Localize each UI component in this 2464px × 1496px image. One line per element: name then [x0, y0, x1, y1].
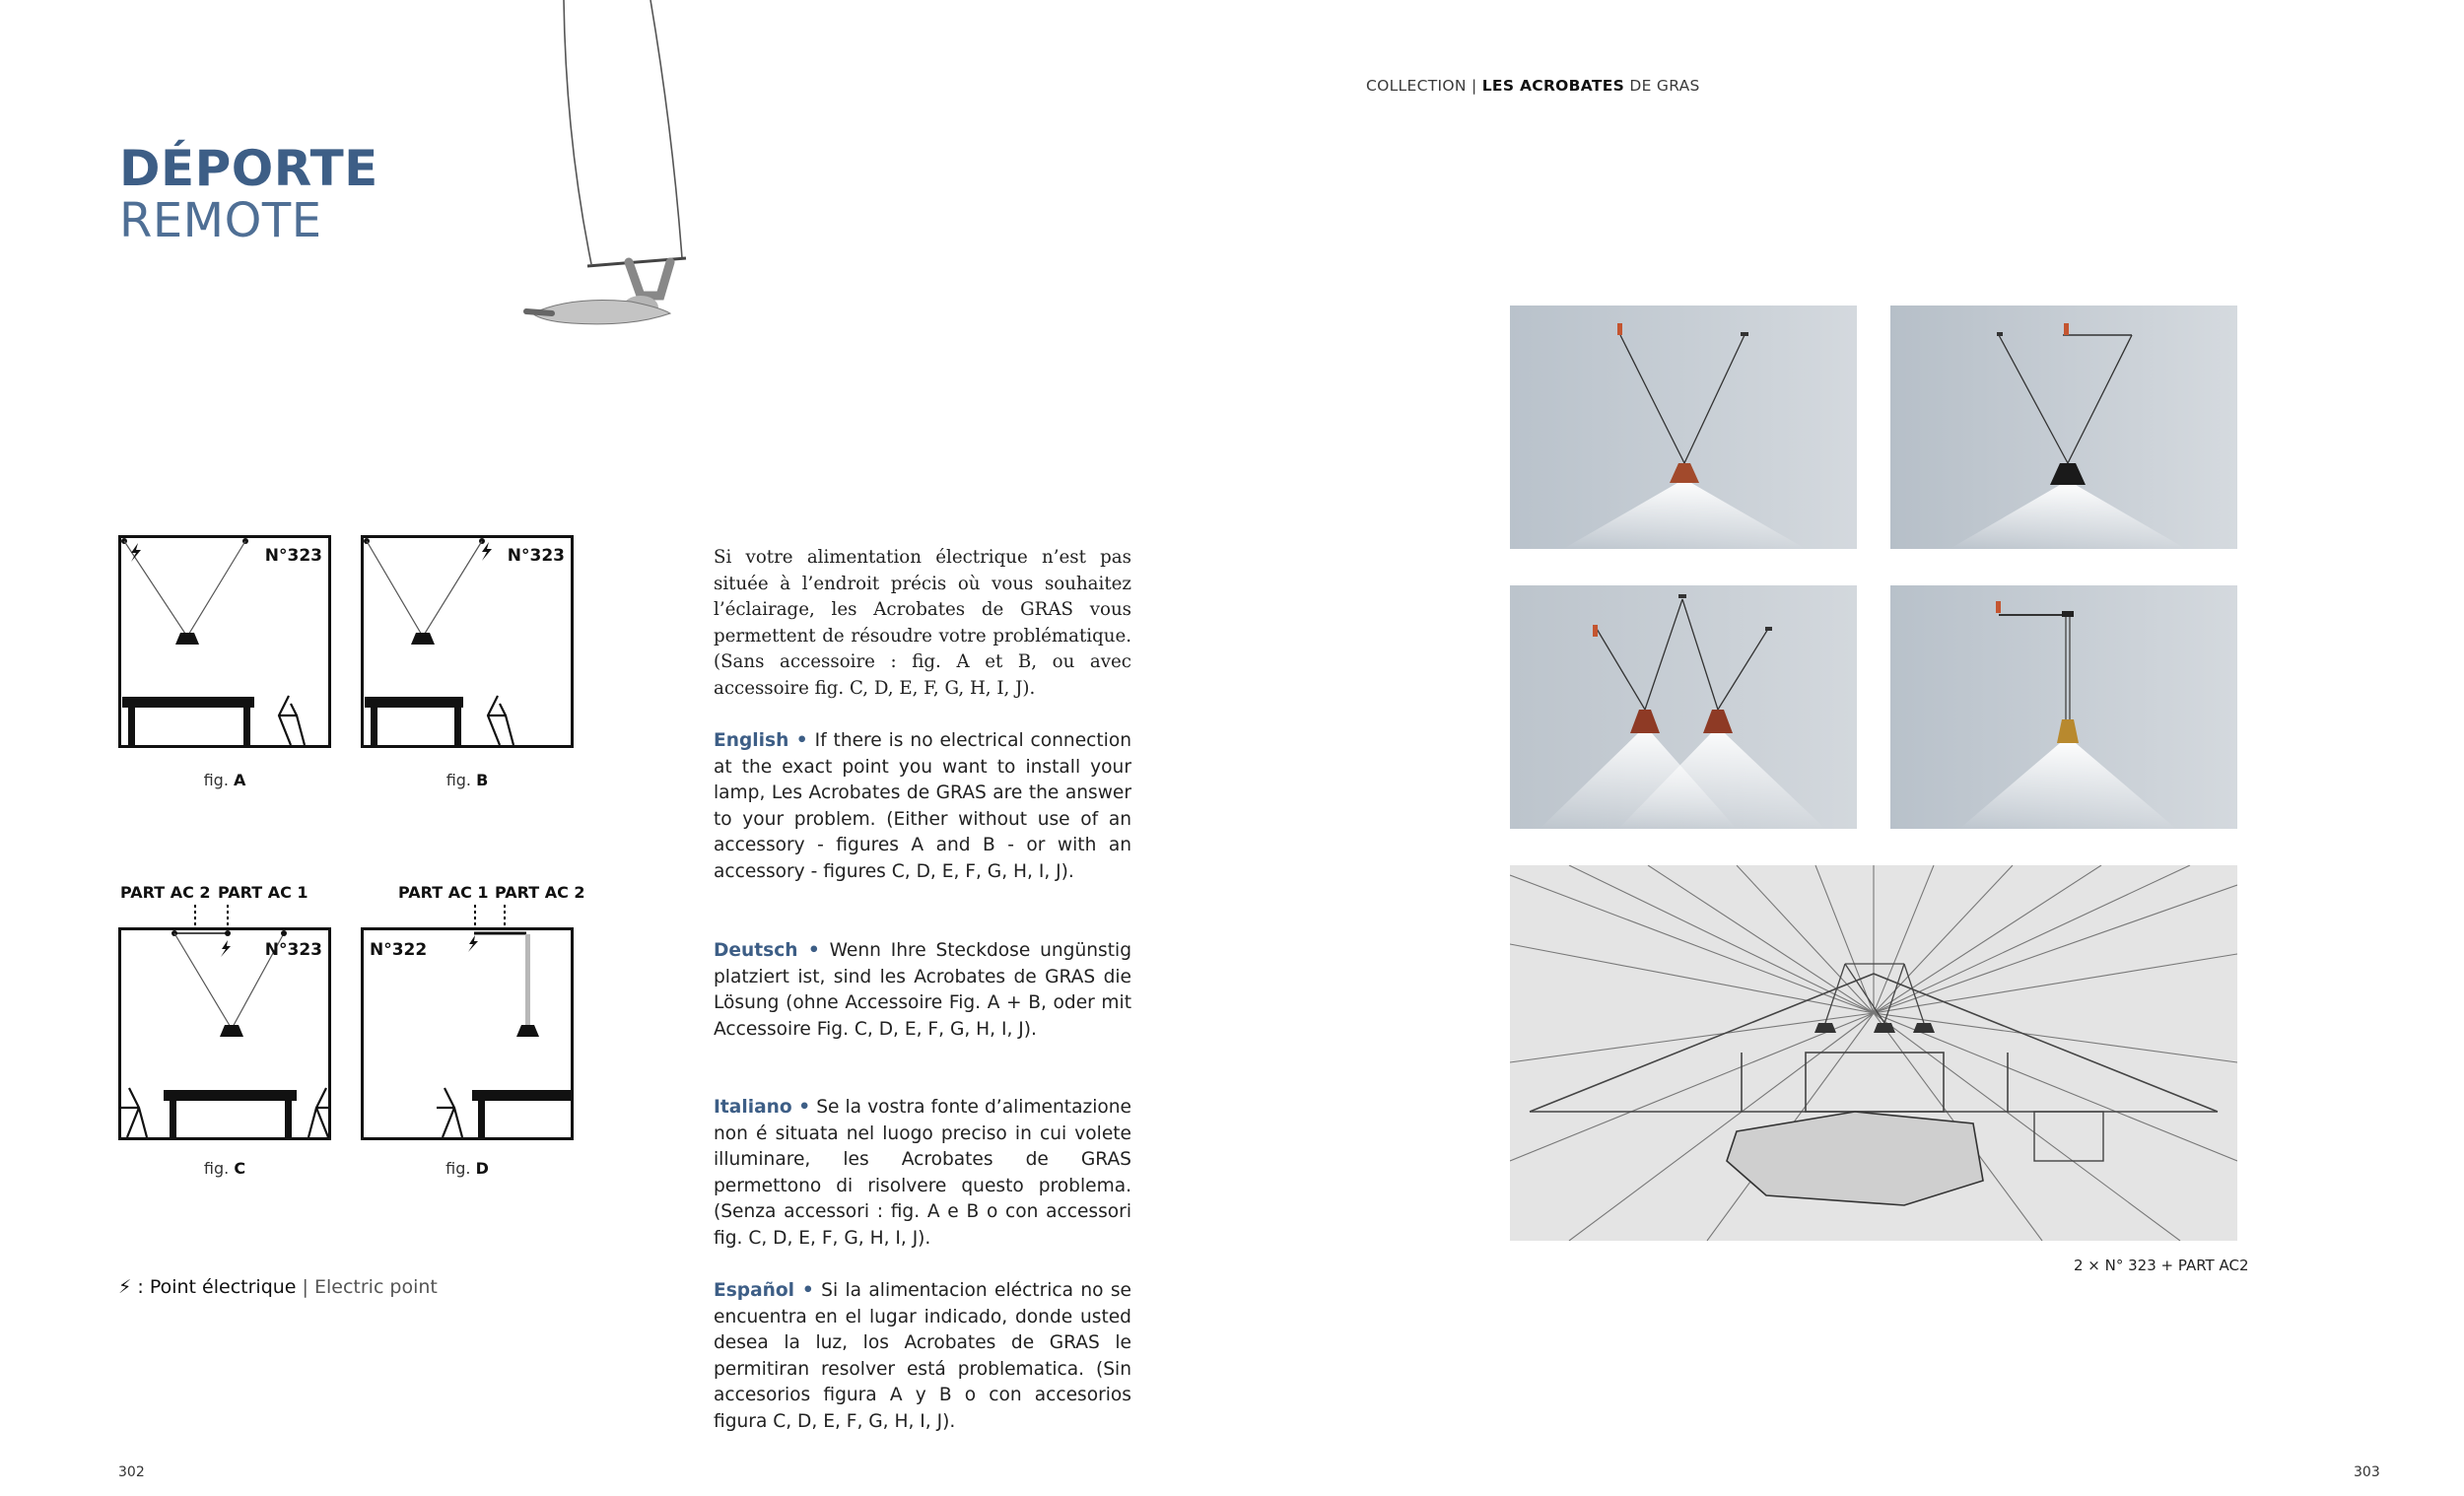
- page-title-fr: DÉPORTE: [119, 140, 378, 197]
- paragraph-german-text: Wenn Ihre Steckdose ungünstig platziert ist, sind les Acrobates de GRAS die Lösung (ohne Accessoire Fig. A + B, oder mit Accessoire Fig. C, D, E, F, G, H, I, J).: [714, 940, 1131, 1040]
- figure-b-model-number: N°323: [507, 546, 565, 566]
- figure-d-caption: [361, 1159, 574, 1178]
- figure-b-caption-prefix: fig.: [445, 771, 472, 789]
- collection-prefix: COLLECTION: [1366, 77, 1467, 95]
- lightning-bolt-icon: ⚡: [118, 1276, 132, 1298]
- figure-c-caption-prefix: fig.: [203, 1159, 230, 1178]
- paragraph-spanish-text: Si la alimentacion eléctrica no se encuentra en el lugar indicado, donde usted desea la luz, los Acrobates de GRAS le permitiran resolver está problematica. (Sin accesorios figura A y B o con accesorios figura C, D, E, F, G, H, I, J).: [714, 1280, 1131, 1432]
- paragraph-spanish: [714, 1278, 1131, 1435]
- lang-label-spanish: Español •: [714, 1280, 814, 1301]
- paragraph-italian: [714, 1095, 1131, 1252]
- lang-label-english: English •: [714, 730, 808, 751]
- lang-label-german: Deutsch •: [714, 940, 820, 961]
- page-number-left: 302: [118, 1464, 145, 1480]
- figure-d-diagram: [361, 927, 574, 1140]
- page-title-en: REMOTE: [119, 193, 322, 248]
- paragraph-english-text: If there is no electrical connection at the exact point you want to install your lamp, Les Acrobates de GRAS are the answer to your problem. (Either without use of an accessory - figures A and B - or with an accessory - figures C, D, E, F, G, H, I, J).: [714, 730, 1131, 882]
- collection-separator: |: [1471, 77, 1477, 95]
- figure-d-part-label-2: PART AC 2: [495, 883, 585, 902]
- figure-c-model-number: N°323: [264, 940, 322, 960]
- figure-d-caption-prefix: fig.: [445, 1159, 471, 1178]
- figure-d-letter: D: [475, 1159, 489, 1178]
- figure-b-caption: [361, 771, 574, 789]
- acrobat-swing-illustration: [513, 0, 710, 340]
- collection-header: [1366, 77, 1700, 95]
- legend-separator: |: [302, 1276, 308, 1298]
- figure-c-diagram: [118, 927, 331, 1140]
- collection-suffix: DE GRAS: [1629, 77, 1700, 95]
- figure-b-letter: B: [476, 771, 489, 789]
- photo-two-copper-lamps: [1510, 585, 1857, 829]
- figure-c-caption: [118, 1159, 331, 1178]
- figure-d-part-label-1: PART AC 1: [398, 883, 489, 902]
- legend-label-en: Electric point: [313, 1276, 438, 1298]
- legend-label-fr: : Point électrique: [137, 1276, 297, 1298]
- paragraph-german: [714, 938, 1131, 1043]
- photo-brass-lamp-remote: [1890, 585, 2237, 829]
- photo-copper-lamp-two-cables: [1510, 306, 1857, 549]
- paragraph-french: Si votre alimentation électrique n’est pas située à l’endroit précis où vous souhaitez l’éclairage, les Acrobates de GRAS vous permettent de résoudre votre problématique. (Sans accessoire : fig. A et B, ou avec accessoire fig. C, D, E, F, G, H, I, J).: [714, 547, 1131, 699]
- figure-c-letter: C: [234, 1159, 246, 1178]
- figure-a-caption-prefix: fig.: [203, 771, 229, 789]
- figure-c-part-label-2: PART AC 1: [218, 883, 308, 902]
- figure-a-model-number: N°323: [264, 546, 322, 566]
- figure-a-diagram: [118, 535, 331, 748]
- lang-label-italian: Italiano •: [714, 1097, 811, 1118]
- legend-electric-point: [118, 1276, 438, 1298]
- paragraph-italian-text: Se la vostra fonte d’alimentazione non é situata nel luogo preciso in cui volete illuminare, les Acrobates de GRAS permettono di risolvere questo problema. (Senza accessori : fig. A e B o con accessori fig. C, D, E, F, G, H, I, J).: [714, 1097, 1131, 1249]
- figure-d-model-number: N°322: [370, 940, 428, 960]
- figure-a-letter: A: [234, 771, 246, 789]
- page-number-right: 303: [2354, 1464, 2380, 1480]
- photo-caption: 2 × N° 323 + PART AC2: [2074, 1257, 2249, 1274]
- photo-pencil-bedroom-sketch: [1510, 865, 2237, 1241]
- figure-b-diagram: [361, 535, 574, 748]
- figure-a-caption: [118, 771, 331, 789]
- figure-c-part-label-1: PART AC 2: [120, 883, 211, 902]
- photo-black-lamp-one-cable: [1890, 306, 2237, 549]
- collection-brand: LES ACROBATES: [1481, 77, 1625, 95]
- paragraph-english: [714, 728, 1131, 885]
